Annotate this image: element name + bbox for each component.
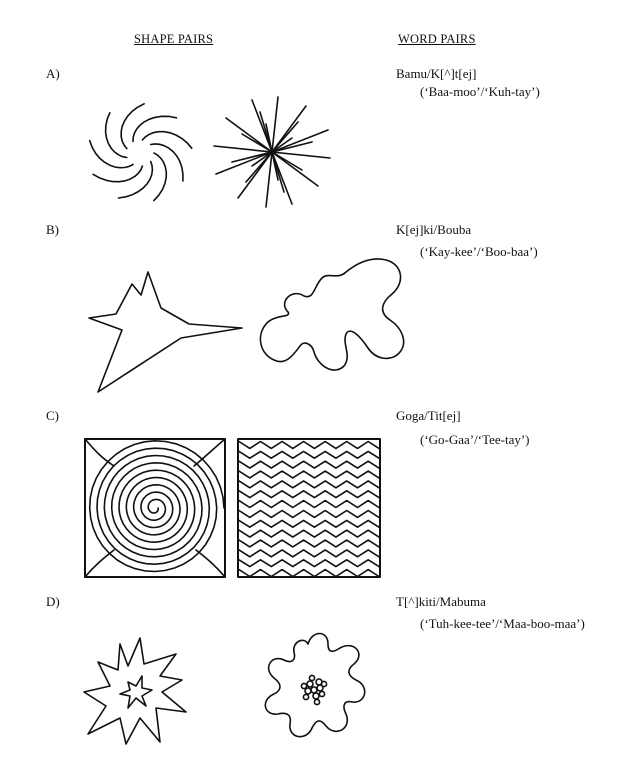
jagged-polygon-shape [86, 268, 251, 398]
pair-b-gloss: (‘Kay-kee’/‘Boo-baa’) [420, 244, 538, 259]
pair-b-word: K[ej]ki/Bouba [396, 222, 472, 237]
zigzag-square-shape [237, 438, 381, 578]
pair-a-label: A) [46, 66, 60, 81]
pair-c-word: Goga/Tit[ej] [396, 408, 461, 423]
pair-a-word: Bamu/K[^]t[ej] [396, 66, 477, 81]
starburst-lines-shape [208, 95, 338, 210]
pair-a-gloss: (‘Baa-moo’/‘Kuh-tay’) [420, 84, 540, 99]
spiral-square-shape [84, 438, 226, 578]
spiky-star-shape [82, 636, 192, 748]
shape-pairs-header: SHAPE PAIRS [134, 32, 214, 46]
swirl-curves-shape [80, 98, 200, 208]
pair-c-gloss: (‘Go-Gaa’/‘Tee-tay’) [420, 432, 530, 447]
pair-d-label: D) [46, 594, 60, 609]
pair-c-label: C) [46, 408, 59, 423]
rounded-blob-shape [252, 256, 412, 378]
pair-d-gloss: (‘Tuh-kee-tee’/‘Maa-boo-maa’) [420, 616, 585, 631]
pair-b-label: B) [46, 222, 59, 237]
word-pairs-header: WORD PAIRS [398, 32, 476, 46]
pair-d-word: T[^]kiti/Mabuma [396, 594, 486, 609]
wavy-flower-shape [262, 628, 374, 746]
